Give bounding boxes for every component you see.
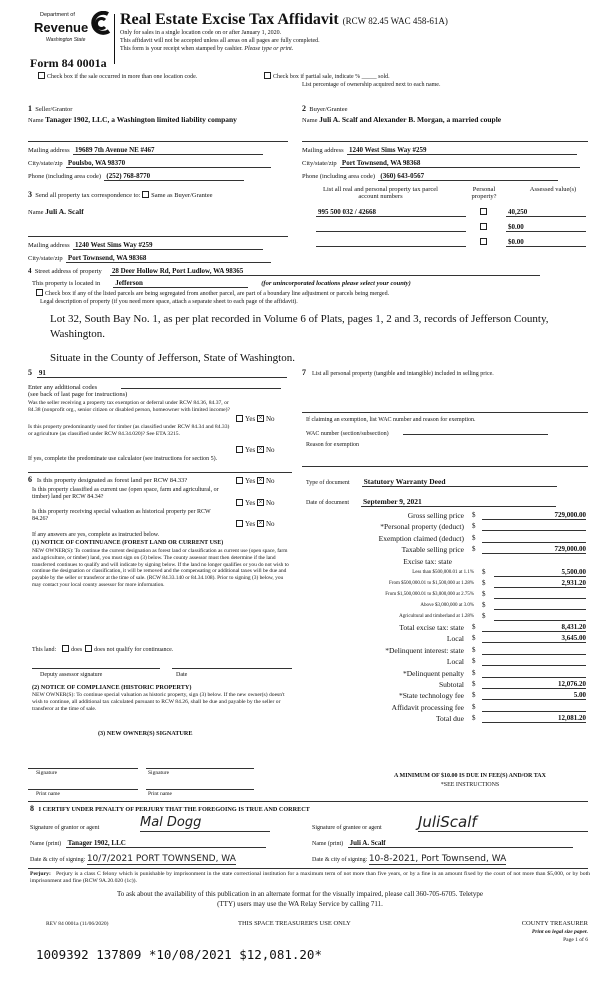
tax-amount-field[interactable]: 12,081.20 xyxy=(482,714,586,723)
dollar-sign: $ xyxy=(482,612,486,620)
tax-amount-field[interactable] xyxy=(482,522,586,531)
form-title: Real Estate Excise Tax Affidavit (RCW 82.45 WAC 458-61A) xyxy=(120,11,448,28)
compliance-notice-body: NEW OWNER(S): To continue special valuation as historic property, sign (3) below. If the new owner(s) doesn't wish to continue, all additional tax calculated pursuant to RCW 84.26, shall be due and payable by the seller or transferor at the time of sale. xyxy=(32,692,285,712)
timber-yes-no[interactable]: Yes × No xyxy=(236,446,275,454)
same-as-buyer-checkbox[interactable] xyxy=(142,191,149,198)
seller-heading: 1 Seller/Grantor xyxy=(28,104,73,113)
forest-yes-no[interactable]: Yes × No xyxy=(236,477,275,485)
parcel-number[interactable]: 995 500 032 / 42668 xyxy=(316,208,466,217)
dollar-sign: $ xyxy=(472,691,476,700)
minimum-due-note: A MINIMUM OF $10.00 IS DUE IN FEE(S) AND/OR TAX xyxy=(394,773,546,779)
logo-state: Washington State xyxy=(46,37,86,43)
tax-amount-field[interactable] xyxy=(482,534,586,543)
new-owner-print-name-2[interactable]: Print name xyxy=(148,791,172,797)
grantor-print-name-field[interactable]: Name (print) Tanager 1902, LLC xyxy=(30,839,266,848)
tax-amount-field[interactable] xyxy=(482,669,586,678)
assessed-value[interactable]: 40,250 xyxy=(506,208,586,217)
grantee-signature[interactable]: JuliScalf xyxy=(418,814,588,832)
new-owner-print-name-1[interactable]: Print name xyxy=(36,791,60,797)
deputy-signature-label: Deputy assessor signature xyxy=(40,672,103,678)
property-street-field[interactable]: 4 Street address of property 28 Deer Hollow Rd, Port Ludlow, WA 98365 xyxy=(28,267,540,276)
personal-property-checkbox[interactable] xyxy=(480,223,489,231)
personal-property-list-label: 7 List all personal property (tangible and intangible) included in selling price. xyxy=(302,368,494,377)
additional-codes-field[interactable]: Enter any additional codes xyxy=(28,381,281,391)
tax-row-label: Local xyxy=(446,634,464,644)
legal-description: Lot 32, South Bay No. 1, as per plat recorded in Volume 6 of Plats, pages 1, 2 and 3, records of Jefferson County, xyxy=(50,313,549,325)
header-note-1: Only for sales in a single location code on or after January 1, 2020. xyxy=(120,30,282,36)
buyer-heading: 2 Buyer/Grantee xyxy=(302,104,348,113)
page-number: Page 1 of 6 xyxy=(563,937,588,943)
assessed-value[interactable]: $0.00 xyxy=(506,223,586,232)
dollar-sign: $ xyxy=(472,645,476,654)
correspondence-name-field[interactable]: Name Juli A. Scalf xyxy=(28,207,84,216)
bracket-label: From $500,000.01 to $1,500,000 at 1.28% xyxy=(389,581,474,586)
bracket-label: Agricultural and timberland at 1.28% xyxy=(399,614,474,619)
document-type-field[interactable]: Type of document Statutory Warranty Deed xyxy=(306,477,557,487)
new-owner-signature-1[interactable]: Signature xyxy=(36,770,58,776)
header-note-3: This form is your receipt when stamped by cashier. Please type or print. xyxy=(120,46,294,52)
tax-amount-field[interactable] xyxy=(482,646,586,655)
alternate-format-note: To ask about the availability of this publication in an alternate format for the visually impaired, please call 360-705-6705. Teletype xyxy=(116,890,484,898)
tax-amount-field[interactable]: 3,645.00 xyxy=(482,634,586,643)
grantor-signature[interactable]: Mal Dogg xyxy=(140,815,270,832)
section-5-code[interactable]: 5 91 xyxy=(28,368,287,378)
buyer-name-field[interactable]: Name Juli A. Scalf and Alexander B. Morgan, a married couple xyxy=(302,115,502,124)
grantor-date-city-field[interactable]: Date & city of signing: 10/7/2021 PORT TOWNSEND, WA xyxy=(30,854,236,864)
assessed-value-header: Assessed value(s) xyxy=(529,186,577,193)
dollar-sign: $ xyxy=(482,579,486,587)
dollar-sign: $ xyxy=(482,590,486,598)
personal-property-header: Personal property? xyxy=(471,186,497,200)
continuance-notice-body: NEW OWNER(S): To continue the current designation as forest land or classification as current use (open space, farm and agriculture, or timber) land, you must sign on (3) below. The county assessor must then determine if the land transferred continues to qualify and will indicate by signing below. If the land no longer qualifies or you do not wish to continue the designation or classification, it will be removed and the compensating or additional taxes will be due and payable by the seller or transferor at the time of sale. (RCW 84.33.140 or 84.34.108). Prior to signing (3) below, you may contact your local county assessor for more information. xyxy=(32,548,289,588)
grantee-date-city-field[interactable]: Date & city of signing: 10-8-2021, Port Townsend, WA xyxy=(312,854,507,864)
assessed-value[interactable]: $0.00 xyxy=(506,238,586,247)
forest-land-question: 6 Is this property designated as forest land per RCW 84.33? xyxy=(28,475,188,484)
document-date-field[interactable]: Date of document September 9, 2021 xyxy=(306,497,556,507)
dollar-sign: $ xyxy=(472,680,476,688)
tax-row-label: Local xyxy=(446,657,464,667)
continuance-notice-title: (1) NOTICE OF CONTINUANCE (FOREST LAND OR CURRENT USE) xyxy=(32,540,224,546)
dollar-sign: $ xyxy=(472,545,476,554)
bracket-amount-field[interactable] xyxy=(494,612,586,621)
certify-statement: 8 I CERTIFY UNDER PENALTY OF PERJURY THAT THE FOREGOING IS TRUE AND CORRECT xyxy=(30,804,310,813)
segregate-checkbox[interactable]: Check box if any of the listed parcels are being segregated from another parcel, are part of a boundary line adjustment or parcels being merged. xyxy=(36,289,389,298)
deputy-date-label: Date xyxy=(176,672,188,678)
tax-row-label: Subtotal xyxy=(438,680,464,689)
bracket-label: From $1,500,000.01 to $3,000,000 at 2.75% xyxy=(385,592,474,597)
legal-description-label: Legal description of property (if you need more space, attach a separate sheet to each page of the affidavit). xyxy=(40,299,298,305)
tax-amount-field[interactable]: 12,076.20 xyxy=(482,680,586,689)
buyer-city-field[interactable]: City/state/zip Port Townsend, WA 98368 xyxy=(302,159,580,168)
dor-logo-icon xyxy=(88,11,112,35)
tax-row-label: Total excise tax: state xyxy=(399,623,464,632)
tax-row-label: *State technology fee xyxy=(399,691,464,701)
tax-row-label: *Delinquent penalty xyxy=(402,668,464,678)
tax-amount-field[interactable]: 5.00 xyxy=(482,691,586,700)
excise-tax-state-label: Excise tax: state xyxy=(403,556,452,566)
bracket-amount-field[interactable] xyxy=(494,590,586,599)
dollar-sign: $ xyxy=(482,601,486,609)
personal-property-checkbox[interactable] xyxy=(480,238,489,246)
tax-amount-field[interactable]: 729,000.00 xyxy=(482,545,586,554)
header-divider xyxy=(114,14,115,64)
grantor-signature-label: Signature of grantor or agent xyxy=(30,825,100,831)
bracket-label: Above $3,000,000 at 3.0% xyxy=(420,603,474,608)
county-treasurer-label: COUNTY TREASURER xyxy=(521,920,588,927)
partial-sale-checkbox[interactable]: Check box if partial sale, indicate % _____ sold. xyxy=(264,72,390,81)
current-use-yes-no[interactable]: Yes × No xyxy=(236,499,275,507)
treasurer-use-label: THIS SPACE TREASURER'S USE ONLY xyxy=(238,920,351,927)
dollar-sign: $ xyxy=(482,568,486,576)
tax-row-label: Exemption claimed (deduct) xyxy=(378,533,464,543)
buyer-mailing-field[interactable]: Mailing address 1240 West Sims Way #259 xyxy=(302,146,577,155)
legal-description: Situate in the County of Jefferson, State of Washington. xyxy=(50,352,295,364)
tax-row-label: Affidavit processing fee xyxy=(391,702,464,712)
dollar-sign: $ xyxy=(472,702,476,711)
parcel-number[interactable] xyxy=(316,223,466,232)
multi-location-checkbox[interactable]: Check box if the sale occurred in more than one location code. xyxy=(38,72,197,81)
legal-description: Washington. xyxy=(50,328,106,340)
treasurer-receipt-stamp: 1009392 137809 *10/08/2021 $12,081.20* xyxy=(36,947,322,962)
correspondence-mailing-field[interactable]: Mailing address 1240 West Sims Way #259 xyxy=(28,241,263,250)
parcel-number[interactable] xyxy=(316,238,466,247)
dollar-sign: $ xyxy=(472,522,476,531)
bracket-amount-field[interactable]: 5,500.00 xyxy=(494,568,586,577)
wac-number-field[interactable]: WAC number (section/subsection) xyxy=(306,427,548,437)
exemption-question: Was the seller receiving a property tax exemption or deferral under RCW 84.36, 84.37, or 84.38 (nonprofit org., senior citizen or disabled person, homeowner with limited income)? xyxy=(28,400,231,413)
new-owner-signature-2[interactable]: Signature xyxy=(148,770,170,776)
historic-question: Is this property receiving special valuation as historical property per RCW 84.26? xyxy=(32,509,211,522)
seller-city-field[interactable]: City/state/zip Poulsbo, WA 98370 xyxy=(28,159,271,168)
exemption-yes-no[interactable]: Yes × No xyxy=(236,415,275,423)
see-instructions-note: *SEE INSTRUCTIONS xyxy=(440,782,500,788)
dollar-sign: $ xyxy=(472,511,476,519)
grantee-print-name-field[interactable]: Name (print) Juli A. Scalf xyxy=(312,839,573,848)
property-county-field[interactable]: This property is located in Jefferson (for unincorporated locations please select your county) xyxy=(32,279,411,287)
dollar-sign: $ xyxy=(472,714,476,723)
timber-question: Is this property predominantly used for timber (as classified under RCW 84.34 and 84.33) or agriculture (as classified under RCW 84.34.020)? See ETA 3215. xyxy=(28,424,230,437)
bracket-amount-field[interactable] xyxy=(494,601,586,610)
dollar-sign: $ xyxy=(472,533,476,542)
seller-phone-field[interactable]: Phone (including area code) (252) 768-8770 xyxy=(28,172,244,181)
historic-yes-no[interactable]: Yes × No xyxy=(236,520,275,528)
this-land-checkboxes[interactable]: This land: does does not qualify for continuance. xyxy=(32,647,174,653)
dollar-sign: $ xyxy=(472,634,476,643)
revision-label: REV 84 0001a (11/06/2020) xyxy=(46,921,109,927)
see-back-note: (see back of last page for instructions) xyxy=(28,391,128,398)
tty-note: (TTY) users may use the WA Relay Service by calling 711. xyxy=(217,900,383,908)
current-use-question: Is this property classified as current use (open space, farm and agricultural, or timber) land per RCW 84.34? xyxy=(32,487,219,500)
ownership-note: List percentage of ownership acquired next to each name. xyxy=(302,82,441,88)
seller-mailing-field[interactable]: Mailing address 19689 7th Avenue NE #467 xyxy=(28,146,263,155)
tax-row-label: *Delinquent interest: state xyxy=(385,645,464,655)
correspondence-heading: 3 Send all property tax correspondence to: Same as Buyer/Grantee xyxy=(28,190,213,199)
dollar-sign: $ xyxy=(472,657,476,666)
tax-amount-field[interactable]: 8,431.20 xyxy=(482,623,586,632)
tax-amount-field[interactable] xyxy=(482,657,586,666)
header-note-2: This affidavit will not be accepted unless all areas on all pages are fully completed. xyxy=(120,38,320,44)
personal-property-checkbox[interactable] xyxy=(480,208,489,216)
bracket-amount-field[interactable]: 2,931.20 xyxy=(494,579,586,588)
perjury-notice: Perjury: Perjury is a class C felony which is punishable by imprisonment in the state correctional institution for a maximum term of not more than five years, or by a fine in an amount fixed by the court of not more than $5,000, or by both imprisonment and fine (RCW 9A.20.020 (1c)). xyxy=(30,871,591,884)
grantee-signature-label: Signature of grantee or agent xyxy=(312,825,382,831)
tax-amount-field[interactable]: 729,000.00 xyxy=(482,511,586,520)
any-yes-note: If any answers are yes, complete as instructed below. xyxy=(32,532,160,538)
tax-amount-field[interactable] xyxy=(482,703,586,712)
correspondence-city-field[interactable]: City/state/zip Port Townsend, WA 98368 xyxy=(28,254,271,263)
dollar-sign: $ xyxy=(472,623,476,631)
tax-row-label: Total due xyxy=(435,714,464,724)
tax-row-label: *Personal property (deduct) xyxy=(380,522,464,532)
legal-paper-note: Print on legal size paper. xyxy=(531,929,588,935)
buyer-phone-field[interactable]: Phone (including area code) (360) 643-0567 xyxy=(302,172,558,181)
seller-name-field[interactable]: Name Tanager 1902, LLC, a Washington limited liability company xyxy=(28,115,237,124)
dollar-sign: $ xyxy=(472,668,476,677)
tax-row-label: Taxable selling price xyxy=(401,545,464,555)
tax-row-label: Gross selling price xyxy=(407,511,464,520)
exemption-reason-field[interactable]: Reason for exemption xyxy=(306,442,359,448)
predominate-use-note: If yes, complete the predominate use calculator (see instructions for section 5). xyxy=(28,456,218,462)
logo-revenue: Revenue xyxy=(34,20,89,35)
exemption-claim-note: If claiming an exemption, list WAC number and reason for exemption. xyxy=(306,417,476,423)
parcel-header: List all real and personal property tax parcel account numbers xyxy=(323,186,438,200)
compliance-notice-title: (2) NOTICE OF COMPLIANCE (HISTORIC PROPERTY) xyxy=(32,684,192,691)
new-owner-signature-title: (3) NEW OWNER(S) SIGNATURE xyxy=(98,730,193,737)
form-number: Form 84 0001a xyxy=(30,56,107,70)
bracket-label: Less than $500,000.01 at 1.1% xyxy=(412,570,474,575)
logo-dept: Department of xyxy=(40,12,75,18)
